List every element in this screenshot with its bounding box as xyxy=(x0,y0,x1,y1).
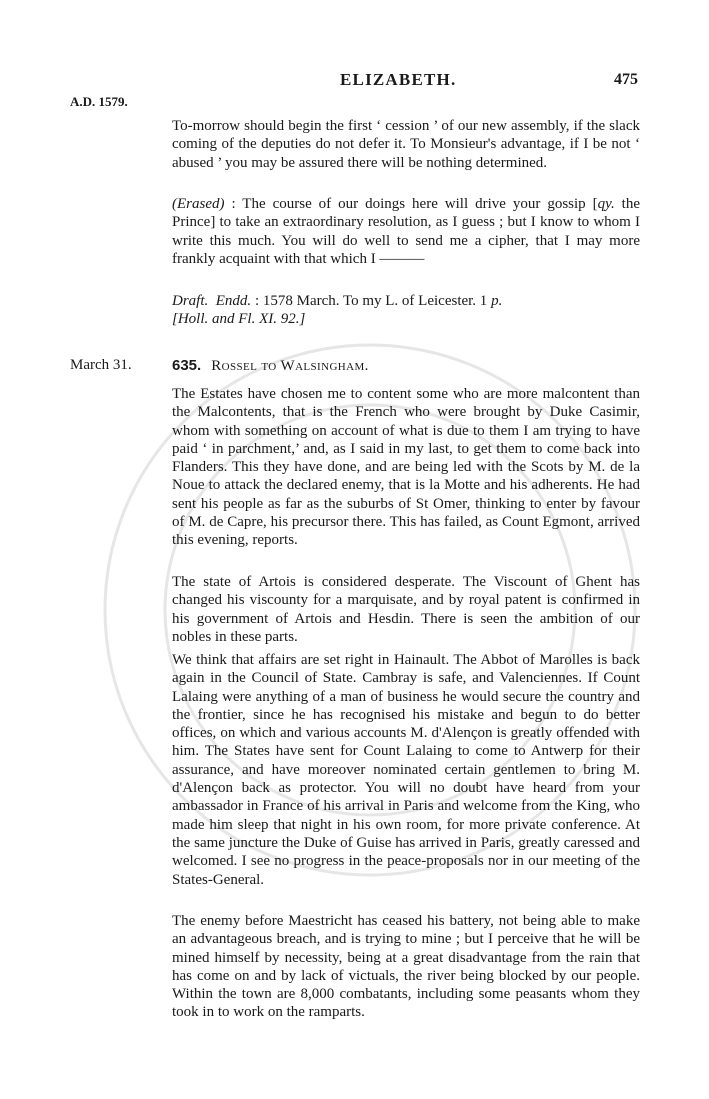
entry-number: 635. xyxy=(172,357,202,374)
archive-reference: [Holl. and Fl. XI. 92.] xyxy=(172,311,306,328)
page-number: 475 xyxy=(614,71,638,88)
entry-body xyxy=(172,912,640,1022)
draft-label: Draft. xyxy=(172,293,209,309)
entry-body xyxy=(172,573,640,646)
paragraph: The state of Artois is considered desperate. The Viscount of Ghent has changed his viscounty for a marquisate, and by royal patent is confirmed in his government of Artois and Hesdin. There is seen the ambition of our nobles in these parts. xyxy=(172,574,640,645)
entry-body xyxy=(172,651,640,889)
entry-body xyxy=(172,385,640,550)
paragraph: Draft. Endd. : 1578 March. To my L. of Leicester. 1 p. [Holl. and Fl. XI. 92.] xyxy=(172,293,503,328)
running-title: ELIZABETH. xyxy=(340,70,457,89)
endorsed-label: Endd. xyxy=(215,293,252,309)
year-margin-note: A.D. 1579. xyxy=(70,94,128,109)
paragraph: We think that affairs are set right in Hainault. The Abbot of Marolles is back again in the Council of State. Cambray is safe, and Valenciennes. If Count Lalaing were anything of a man of business he would secure the country and the frontier, since he has recognised his mistake and begun to do better offices, on which and various accounts M. d'Alençon is greatly offended with him. The States have sent for Count Lalaing to come to Antwerp for their assurance, and have moreover nominated certain gentlemen to bring M. d'Alençon back as protector. You will no doubt have heard from your ambassador in France of his arrival in Paris and welcome from the King, who made him sleep that night in his own room, for more private conference. At the same juncture the Duke of Guise has arrived in Paris, greatly caressed and welcomed. I see no progress in the peace-proposals nor in our meeting of the States-General. xyxy=(172,652,640,888)
entry-heading xyxy=(172,357,369,375)
erased-passage xyxy=(172,195,640,268)
draft-endorsement xyxy=(172,292,640,329)
erased-label: (Erased) xyxy=(172,196,225,212)
entry-title: Rossel to Walsingham. xyxy=(211,358,369,374)
paragraph: The Estates have chosen me to content some who are more malcontent than the Malcontents, that is the French who were brought by Duke Casimir, whom with something on account of what is due to them I am trying to have paid ‘ in parchment,’ and, as I said in my last, to get them to come back into Flanders. This they have done, and are being led with the Scots by M. de la Noue to attack the declared enemy, that is la Motte and his adherents. He had sent his people as far as the suburbs of St Omer, thinking to enter by favour of M. de Capre, his precursor there. This has failed, as Count Egmont, arrived this evening, reports. xyxy=(172,386,640,549)
paragraph: To-morrow should begin the first ‘ cession ’ of our new assembly, if the slack coming of the deputies do not defer it. To Monsieur's advantage, if I be not ‘ abused ’ you may be assured there will be nothing determined. xyxy=(172,118,640,171)
paragraph: (Erased) : The course of our doings here will drive your gossip [qy. the Prince] to take an extraordinary resolution, as I guess ; but I know to whom I write this much. You will do well to send me a cipher, that I may more frankly acquaint with that which I ——— xyxy=(172,196,640,267)
paragraph: The enemy before Maestricht has ceased his battery, not being able to make an advantageous breach, and is trying to mine ; but I perceive that he will be mined himself by necessity, being at a great disadvantage from the rain that has come on and by lack of victuals, the river being blocked by our people. Within the town are 8,000 combatants, including some peasants whom they took in to work on the ramparts. xyxy=(172,913,640,1021)
entry-date: March 31. xyxy=(70,357,132,373)
previous-entry-continuation xyxy=(172,117,640,172)
